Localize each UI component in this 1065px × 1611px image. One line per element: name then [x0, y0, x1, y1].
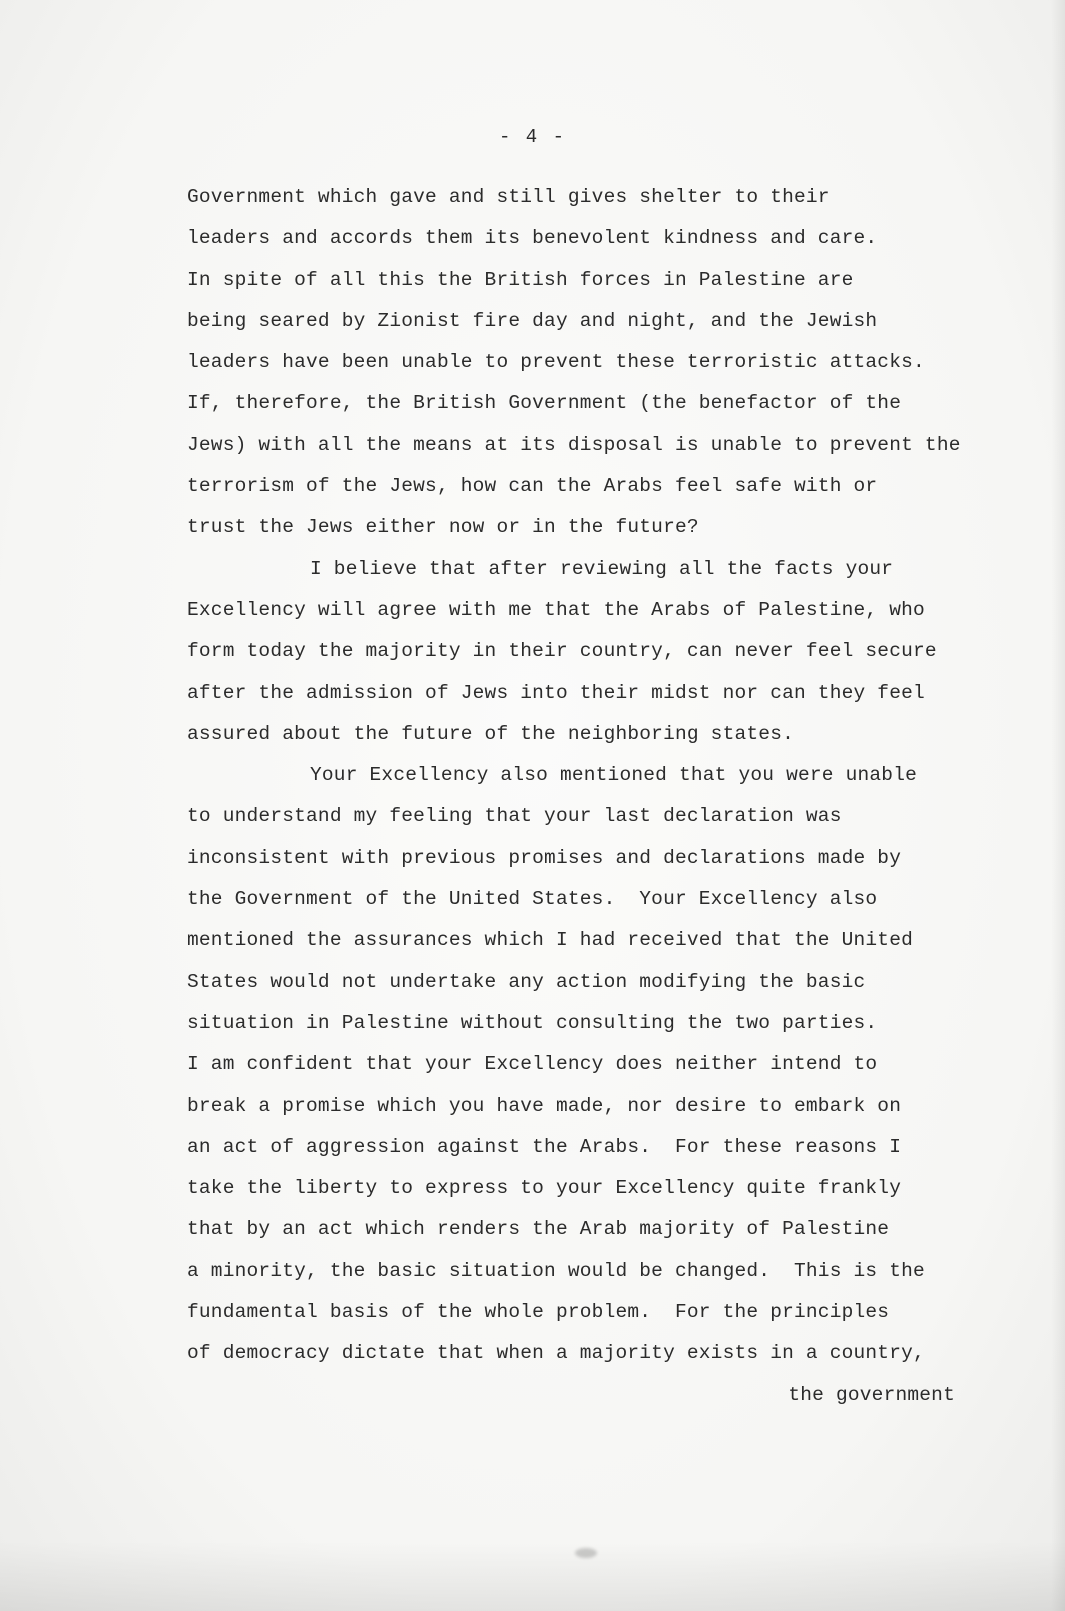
- text-line: assured about the future of the neighboring states.: [187, 722, 794, 745]
- paragraph-start-line: Your Excellency also mentioned that you were unable: [310, 764, 917, 787]
- text-line: break a promise which you have made, nor desire to embark on: [187, 1094, 902, 1117]
- text-line: fundamental basis of the whole problem. For the principles: [187, 1301, 890, 1324]
- page-bottom-shadow: [0, 1541, 1065, 1611]
- text-line: of democracy dictate that when a majority exists in a country,: [187, 1342, 925, 1365]
- text-line: a minority, the basic situation would be changed. This is the: [187, 1259, 925, 1282]
- text-line: leaders have been unable to prevent these terroristic attacks.: [187, 351, 925, 374]
- text-line: leaders and accords them its benevolent kindness and care.: [187, 227, 878, 250]
- text-line: situation in Palestine without consulting the two parties.: [187, 1011, 878, 1034]
- text-line: terrorism of the Jews, how can the Arabs feel safe with or: [187, 475, 878, 498]
- text-line: form today the majority in their country, can never feel secure: [187, 640, 937, 663]
- text-line: the Government of the United States. Your Excellency also: [187, 888, 878, 911]
- text-line: that by an act which renders the Arab majority of Palestine: [187, 1218, 890, 1241]
- text-line: States would not undertake any action modifying the basic: [187, 970, 866, 993]
- text-line: Jews) with all the means at its disposal is unable to prevent the: [187, 433, 961, 456]
- text-line: Government which gave and still gives shelter to their: [187, 186, 830, 208]
- paragraph-start-line: I believe that after reviewing all the facts your: [310, 557, 894, 580]
- text-line: I am confident that your Excellency does neither intend to: [187, 1053, 878, 1076]
- page-edge-shadow: [1051, 0, 1065, 1611]
- text-line: mentioned the assurances which I had received that the United: [187, 929, 914, 952]
- text-line: inconsistent with previous promises and declarations made by: [187, 846, 902, 869]
- letter-body: [187, 182, 1017, 1421]
- text-line: being seared by Zionist fire day and night, and the Jewish: [187, 309, 878, 332]
- catchword: the government: [788, 1383, 955, 1406]
- text-line: In spite of all this the British forces in Palestine are: [187, 268, 854, 291]
- ink-smudge: [575, 1548, 597, 1558]
- text-line: to understand my feeling that your last declaration was: [187, 805, 842, 828]
- text-line: an act of aggression against the Arabs. For these reasons I: [187, 1135, 902, 1158]
- page-number: - 4 -: [498, 126, 566, 148]
- text-line: after the admission of Jews into their midst nor can they feel: [187, 681, 925, 704]
- text-line: take the liberty to express to your Excellency quite frankly: [187, 1177, 902, 1200]
- text-line: If, therefore, the British Government (the benefactor of the: [187, 392, 902, 415]
- text-line: trust the Jews either now or in the future?: [187, 516, 699, 539]
- text-line: Excellency will agree with me that the Arabs of Palestine, who: [187, 598, 925, 621]
